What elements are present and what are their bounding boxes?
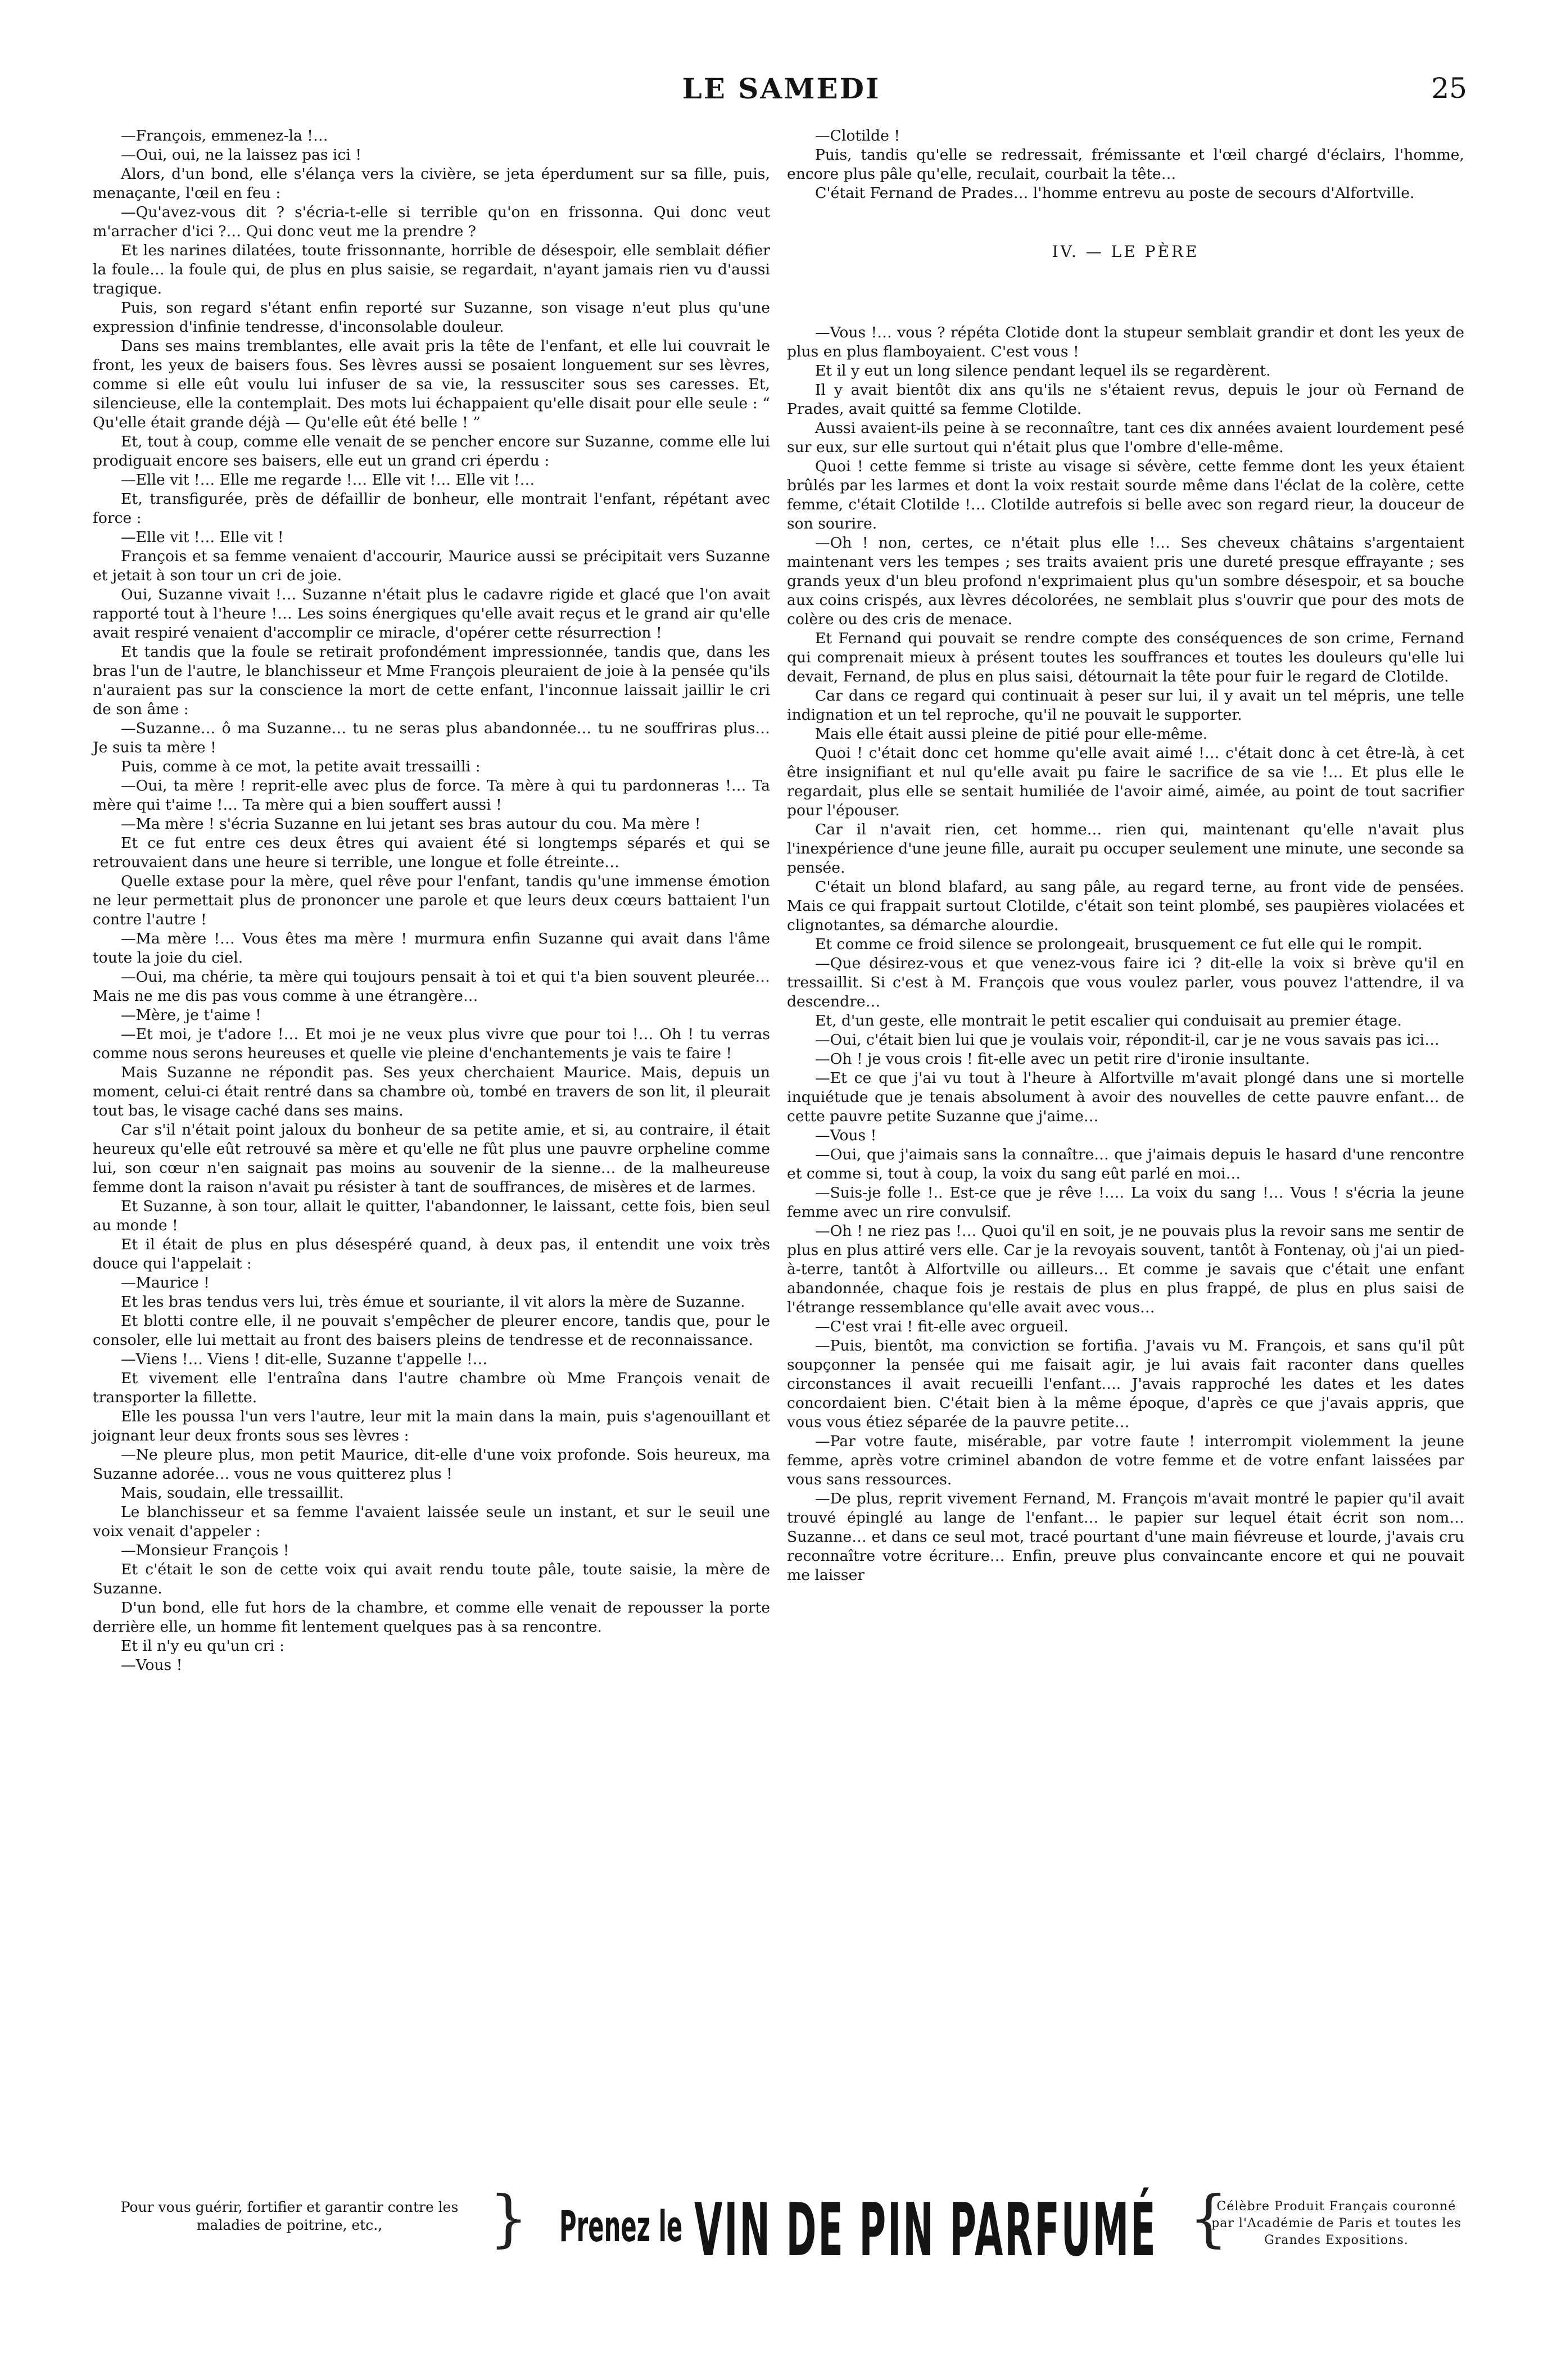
advertisement-banner [93, 2182, 1464, 2273]
paragraph: Et vivement elle l'entraîna dans l'autre chambre où Mme François venait de transporter la fillette. [93, 1370, 770, 1406]
paragraph: Et, d'un geste, elle montrait le petit escalier qui conduisait au premier étage. [815, 1012, 1402, 1029]
paragraph: C'était Fernand de Prades… l'homme entrevu au poste de secours d'Alfortville. [815, 184, 1415, 202]
ad-right-text: Célèbre Produit Français couronné par l'Académie de Paris et toutes les Grandes Expositions. [1211, 2200, 1461, 2247]
paragraph: Mais, soudain, elle tressaillit. [121, 1484, 344, 1502]
paragraph: D'un bond, elle fut hors de la chambre, et comme elle venait de repousser la porte derrière elle, un homme fit lentement quelques pas à sa rencontre. [93, 1599, 770, 1636]
paragraph: —Elle vit !… Elle vit ! [121, 529, 284, 546]
paragraph: Et il y eut un long silence pendant lequel ils se regardèrent. [815, 362, 1271, 380]
paragraph: Puis, comme à ce mot, la petite avait tressailli : [121, 758, 481, 775]
paragraph: —Vous ! [121, 1656, 183, 1674]
paragraph: Car s'il n'était point jaloux du bonheur de sa petite amie, et si, au contraire, il était heureux qu'elle eût retrouvé sa mère et qu'elle ne fût plus une pauvre orpheline comme lui, son cœur n'en saignait pas moins au souvenir de la sienne… de la malheureuse femme dont la raison n'avait pu résister à tant de souffrances, de misères et de larmes. [93, 1121, 770, 1196]
paragraph: Car il n'avait rien, cet homme… rien qui, maintenant qu'elle n'avait plus l'inexpérience d'une jeune fille, aurait pu occuper seulement une minute, une seconde sa pensée. [787, 821, 1464, 877]
paragraph: —Mère, je t'aime ! [121, 1006, 261, 1024]
paragraph: —Oh ! ne riez pas !… Quoi qu'il en soit, je ne pouvais plus la revoir sans me sentir de plus en plus attiré vers elle. Car je la revoyais souvent, tantôt à Fontenay, où j'ai un pied-à-terre, tantôt à Alfortville ou ailleurs… Et comme je savais que c'était une enfant abandonnée, chaque fois je restais de plus en plus frappé, de plus en plus saisi de l'étrange ressemblance qu'elle avait avec vous… [787, 1222, 1464, 1316]
paragraph: —Oui, ma chérie, ta mère qui toujours pensait à toi et qui t'a bien souvent pleurée… Mais ne me dis pas vous comme à une étrangère… [93, 968, 770, 1005]
paragraph: Alors, d'un bond, elle s'élança vers la civière, se jeta éperdument sur sa fille, puis, menaçante, l'œil en feu : [93, 165, 770, 202]
paragraph: —Ne pleure plus, mon petit Maurice, dit-elle d'une voix profonde. Sois heureux, ma Suzanne adorée… vous ne vous quitterez plus ! [93, 1446, 770, 1483]
paragraph: —Et ce que j'ai vu tout à l'heure à Alfortville m'avait plongé dans une si mortelle inquiétude que je tenais absolument à avoir des nouvelles de cette pauvre enfant… de cette pauvre petite Suzanne que j'aime… [787, 1069, 1464, 1125]
paragraph: —De plus, reprit vivement Fernand, M. François m'avait montré le papier qu'il avait trouvé épinglé au lange de l'enfant… le papier sur lequel était écrit son nom… Suzanne… et dans ce seul mot, tracé pourtant d'une main fiévreuse et lourde, j'avais cru reconnaître votre écriture… Enfin, preuve plus convaincante encore et qui ne pouvait me laisser [787, 1490, 1464, 1584]
paragraph: —Oui, c'était bien lui que je voulais voir, répondit-il, car je ne vous savais pas ici… [815, 1031, 1440, 1049]
paragraph: Aussi avaient-ils peine à se reconnaître, tant ces dix années avaient lourdement pesé sur eux, sur elle surtout qui n'était plus que l'ombre d'elle-même. [787, 419, 1464, 456]
paragraph: —Monsieur François ! [121, 1542, 289, 1559]
ad-brace-icon: } [489, 2182, 528, 2254]
ad-left-text: Pour vous guérir, fortifier et garantir contre les maladies de poitrine, etc., [120, 2199, 459, 2233]
paragraph: Dans ses mains tremblantes, elle avait pris la tête de l'enfant, et elle lui couvrait le front, les yeux de baisers fous. Ses lèvres aussi se posaient longuement sur ses lèvres, comme si elle eût voulu lui infuser de sa vie, la ressusciter sous ses caresses. Et, silencieuse, elle la contemplait. Des mots lui échappaient qu'elle disait pour elle seule : “ Qu'elle était grande déjà — Qu'elle eût été belle ! ” [93, 337, 770, 431]
paragraph: —Et moi, je t'adore !… Et moi je ne veux plus vivre que pour toi !… Oh ! tu verras comme nous serons heureuses et quelle vie pleine d'enchantements je vais te faire ! [93, 1026, 770, 1062]
paragraph: Et, transfigurée, près de défaillir de bonheur, elle montrait l'enfant, répétant avec force : [93, 490, 770, 527]
paragraph: Et blotti contre elle, il ne pouvait s'empêcher de pleurer encore, tandis que, pour le consoler, elle lui mettait au front des baisers pleins de tendresse et de reconnaissance. [93, 1312, 770, 1349]
masthead-title: LE SAMEDI [682, 72, 881, 105]
paragraph: Et il n'y eu qu'un cri : [121, 1637, 284, 1655]
paragraph: Et comme ce froid silence se prolongeait, brusquement ce fut elle qui le rompit. [815, 936, 1423, 953]
ad-prenez-text: Prenez le [559, 2201, 683, 2251]
paragraph: —Maurice ! [121, 1274, 210, 1291]
paragraph: Puis, tandis qu'elle se redressait, frémissante et l'œil chargé d'éclairs, l'homme, encore plus pâle qu'elle, reculait, courbait la tête… [787, 146, 1464, 183]
ad-product-name: VIN DE PIN PARFUMÉ [694, 2187, 1157, 2273]
paragraph: Le blanchisseur et sa femme l'avaient laissée seule un instant, et sur le seuil une voix venait d'appeler : [93, 1503, 770, 1540]
paragraph: —Elle vit !… Elle me regarde !… Elle vit !… Elle vit !… [121, 471, 535, 489]
paragraph: —Vous ! [815, 1127, 877, 1144]
paragraph: Et, tout à coup, comme elle venait de se pencher encore sur Suzanne, comme elle lui prodiguait encore ses baisers, elle eut un grand cri éperdu : [93, 433, 770, 469]
paragraph: —Suzanne… ô ma Suzanne… tu ne seras plus abandonnée… tu ne souffriras plus… Je suis ta mère ! [93, 720, 770, 756]
paragraph: —Oui, oui, ne la laissez pas ici ! [121, 146, 362, 164]
paragraph: Car dans ce regard qui continuait à peser sur lui, il y avait un tel mépris, une telle indignation et un tel reproche, qu'il ne pouvait le supporter. [787, 687, 1464, 724]
paragraph: —Puis, bientôt, ma conviction se fortifia. J'avais vu M. François, et sans qu'il pût soupçonner la pensée qui me faisait agir, je lui avais fait raconter dans quelles circonstances il avait recueilli l'enfant…. J'avais rapproché les dates et les dates concordaient bien. C'était bien à la même époque, d'après ce que j'avais appris, que vous vous étiez séparée de la pauvre petite… [787, 1337, 1464, 1431]
paragraph: Et les narines dilatées, toute frissonnante, horrible de désespoir, elle semblait défier la foule… la foule qui, de plus en plus saisie, se regardait, n'ayant jamais rien vu d'aussi tragique. [93, 242, 770, 297]
paragraph: Et c'était le son de cette voix qui avait rendu toute pâle, toute saisie, la mère de Suzanne. [93, 1561, 770, 1597]
paragraph: Et Fernand qui pouvait se rendre compte des conséquences de son crime, Fernand qui comprenait mieux à présent toutes les souffrances et toutes les douleurs qu'elle lui devait, Fernand, de plus en plus saisi, détournait la tête pour fuir le regard de Clotilde. [787, 630, 1464, 685]
paragraph: C'était un blond blafard, au sang pâle, au regard terne, au front vide de pensées. Mais ce qui frappait surtout Clotilde, c'était son teint plombé, ses paupières violacées et clignotantes, sa démarche alourdie. [787, 878, 1464, 934]
paragraph: Et Suzanne, à son tour, allait le quitter, l'abandonner, le laissant, cette fois, bien seul au monde ! [93, 1198, 770, 1234]
paragraph: —C'est vrai ! fit-elle avec orgueil. [815, 1318, 1069, 1335]
paragraph: Puis, son regard s'étant enfin reporté sur Suzanne, son visage n'eut plus qu'une expression d'infinie tendresse, d'inconsolable douleur. [93, 299, 770, 336]
paragraph: —Clotilde ! [815, 127, 900, 144]
paragraph: Il y avait bientôt dix ans qu'ils ne s'étaient revus, depuis le jour où Fernand de Prades, avait quitté sa femme Clotilde. [787, 381, 1464, 418]
paragraph: Et tandis que la foule se retirait profondément impressionnée, tandis que, dans les bras l'un de l'autre, le blanchisseur et Mme François pleuraient de joie à la pensée qu'ils n'auraient pas sur la conscience la mort de cette enfant, l'inconnue laissait jaillir le cri de son âme : [93, 643, 770, 718]
paragraph: —Oh ! je vous crois ! fit-elle avec un petit rire d'ironie insultante. [815, 1050, 1310, 1068]
ad-brace-icon: { [1189, 2182, 1228, 2254]
paragraph: —Par votre faute, misérable, par votre faute ! interrompit violemment la jeune femme, après votre criminel abandon de votre femme et de votre enfant laissées par vous sans ressources. [787, 1433, 1464, 1488]
paragraph: Quelle extase pour la mère, quel rêve pour l'enfant, tandis qu'une immense émotion ne leur permettait plus de prononcer une parole et que leurs deux cœurs battaient l'un contre l'autre ! [93, 873, 770, 928]
chapter-heading: IV. — LE PÈRE [1052, 242, 1200, 261]
paragraph: —François, emmenez-la !… [121, 127, 328, 144]
paragraph: —Oh ! non, certes, ce n'était plus elle !… Ses cheveux châtains s'argentaient maintenant vers les tempes ; ses traits avaient pris une dureté presque effrayante ; ses grands yeux d'un bleu profond n'exprimaient plus qu'un sombre désespoir, et sa bouche aux coins crispés, aux lèvres décolorées, ne semblait plus s'ouvrir que pour des mots de colère ou des cris de menace. [787, 534, 1464, 628]
paragraph: Quoi ! c'était donc cet homme qu'elle avait aimé !… c'était donc à cet être-là, à cet être insignifiant et nul qu'elle avait pu faire le sacrifice de sa vie !… Et plus elle le regardait, plus elle se sentait humiliée de l'avoir aimé, aimée, au point de tout sacrifier pour l'épouser. [787, 744, 1464, 819]
paragraph: Et les bras tendus vers lui, très émue et souriante, il vit alors la mère de Suzanne. [121, 1293, 745, 1311]
left-text-column [93, 127, 770, 1675]
paragraph: Elle les poussa l'un vers l'autre, leur mit la main dans la main, puis s'agenouillant et joignant leur deux fronts sous ses lèvres : [93, 1408, 770, 1444]
paragraph: Oui, Suzanne vivait !… Suzanne n'était plus le cadavre rigide et glacé que l'on avait rapporté tout à l'heure !… Les soins énergiques qu'elle avait reçus et le grand air qu'elle avait respiré venaient d'accomplir ce miracle, d'opérer cette résurrection ! [93, 586, 770, 642]
page-header [96, 72, 1467, 117]
right-text-column [787, 127, 1464, 1585]
page-number: 25 [1431, 72, 1467, 105]
paragraph: Et il était de plus en plus désespéré quand, à deux pas, il entendit une voix très douce qui l'appelait : [93, 1236, 770, 1272]
paragraph: —Vous !… vous ? répéta Clotide dont la stupeur semblait grandir et dont les yeux de plus en plus flamboyaient. C'est vous ! [787, 324, 1464, 360]
paragraph: Mais Suzanne ne répondit pas. Ses yeux cherchaient Maurice. Mais, depuis un moment, celui-ci était rentré dans sa chambre où, tombé en travers de son lit, il pleurait tout bas, le visage caché dans ses mains. [93, 1064, 770, 1119]
paragraph: Et ce fut entre ces deux êtres qui avaient été si longtemps séparés et qui se retrouvaient dans une heure si terrible, une longue et folle étreinte… [93, 834, 770, 871]
paragraph: —Qu'avez-vous dit ? s'écria-t-elle si terrible qu'on en frissonna. Qui donc veut m'arracher d'ici ?… Qui donc veut me la prendre ? [93, 204, 770, 240]
paragraph: —Ma mère !… Vous êtes ma mère ! murmura enfin Suzanne qui avait dans l'âme toute la joie du ciel. [93, 930, 770, 967]
paragraph: —Viens !… Viens ! dit-elle, Suzanne t'appelle !… [121, 1351, 488, 1368]
paragraph: —Suis-je folle !.. Est-ce que je rêve !…. La voix du sang !… Vous ! s'écria la jeune femme avec un rire convulsif. [787, 1184, 1464, 1221]
paragraph: —Oui, que j'aimais sans la connaître… que j'aimais depuis le hasard d'une rencontre et comme si, tout à coup, la voix du sang eût parlé en moi… [787, 1146, 1464, 1182]
paragraph: Mais elle était aussi pleine de pitié pour elle-même. [815, 725, 1208, 743]
paragraph: Quoi ! cette femme si triste au visage si sévère, cette femme dont les yeux étaient brûlés par les larmes et dont la voix restait sourde même dans l'éclat de la colère, cette femme, c'était Clotilde !… Clotilde autrefois si belle avec son regard rieur, la douceur de son sourire. [787, 458, 1464, 532]
paragraph: François et sa femme venaient d'accourir, Maurice aussi se précipitait vers Suzanne et jetait à son tour un cri de joie. [93, 548, 770, 584]
paragraph: —Ma mère ! s'écria Suzanne en lui jetant ses bras autour du cou. Ma mère ! [121, 815, 701, 833]
paragraph: —Oui, ta mère ! reprit-elle avec plus de force. Ta mère à qui tu pardonneras !… Ta mère qui t'aime !… Ta mère qui a bien souffert aussi ! [93, 777, 770, 814]
paragraph: —Que désirez-vous et que venez-vous faire ici ? dit-elle la voix si brève qu'il en tressaillit. Si c'est à M. François que vous voulez parler, vous pouvez l'attendre, il va descendre… [787, 955, 1464, 1010]
